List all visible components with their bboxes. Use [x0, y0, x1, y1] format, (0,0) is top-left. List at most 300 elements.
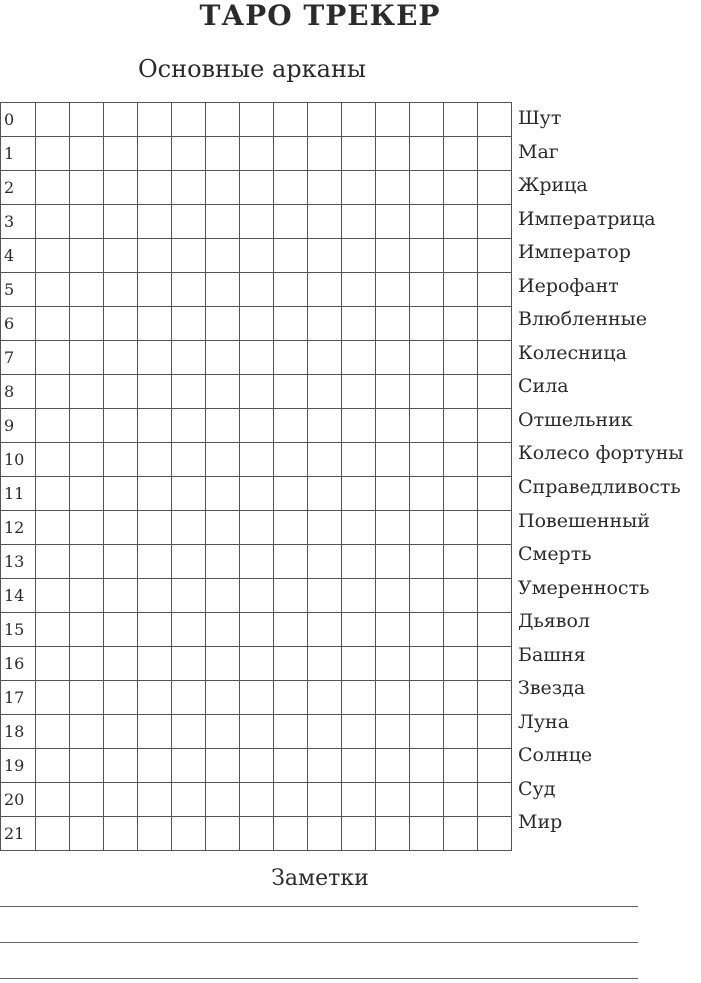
tracker-cell[interactable]: [104, 103, 138, 137]
tracker-cell[interactable]: [70, 409, 104, 443]
tracker-cell[interactable]: [342, 647, 376, 681]
tracker-cell[interactable]: [70, 715, 104, 749]
tracker-cell[interactable]: [478, 477, 512, 511]
tracker-cell[interactable]: [342, 545, 376, 579]
tracker-cell[interactable]: [342, 749, 376, 783]
tracker-cell[interactable]: [274, 817, 308, 851]
tracker-cell[interactable]: [478, 749, 512, 783]
tracker-cell[interactable]: [138, 681, 172, 715]
tracker-cell[interactable]: [206, 647, 240, 681]
tracker-cell[interactable]: [342, 103, 376, 137]
tracker-cell[interactable]: [376, 749, 410, 783]
tracker-cell[interactable]: [410, 273, 444, 307]
tracker-cell[interactable]: [104, 171, 138, 205]
tracker-cell[interactable]: [308, 613, 342, 647]
tracker-cell[interactable]: [36, 137, 70, 171]
tracker-cell[interactable]: [308, 579, 342, 613]
tracker-cell[interactable]: [410, 783, 444, 817]
tracker-cell[interactable]: [70, 545, 104, 579]
tracker-cell[interactable]: [138, 749, 172, 783]
tracker-cell[interactable]: [172, 409, 206, 443]
tracker-cell[interactable]: [104, 273, 138, 307]
tracker-cell[interactable]: [478, 239, 512, 273]
tracker-cell[interactable]: [206, 511, 240, 545]
tracker-cell[interactable]: [376, 409, 410, 443]
tracker-cell[interactable]: [444, 375, 478, 409]
tracker-cell[interactable]: [172, 579, 206, 613]
tracker-cell[interactable]: [206, 103, 240, 137]
tracker-cell[interactable]: [342, 817, 376, 851]
tracker-cell[interactable]: [444, 647, 478, 681]
tracker-cell[interactable]: [376, 375, 410, 409]
tracker-cell[interactable]: [36, 545, 70, 579]
tracker-cell[interactable]: [308, 443, 342, 477]
tracker-cell[interactable]: [138, 477, 172, 511]
tracker-cell[interactable]: [274, 137, 308, 171]
tracker-cell[interactable]: [240, 307, 274, 341]
tracker-cell[interactable]: [172, 205, 206, 239]
tracker-cell[interactable]: [444, 137, 478, 171]
tracker-cell[interactable]: [36, 749, 70, 783]
tracker-cell[interactable]: [104, 341, 138, 375]
tracker-cell[interactable]: [274, 375, 308, 409]
tracker-cell[interactable]: [104, 783, 138, 817]
tracker-cell[interactable]: [172, 783, 206, 817]
tracker-cell[interactable]: [410, 375, 444, 409]
tracker-cell[interactable]: [240, 783, 274, 817]
tracker-cell[interactable]: [376, 579, 410, 613]
tracker-cell[interactable]: [308, 375, 342, 409]
tracker-cell[interactable]: [240, 647, 274, 681]
tracker-cell[interactable]: [36, 511, 70, 545]
tracker-cell[interactable]: [172, 137, 206, 171]
tracker-cell[interactable]: [274, 171, 308, 205]
tracker-cell[interactable]: [36, 681, 70, 715]
tracker-cell[interactable]: [478, 647, 512, 681]
tracker-cell[interactable]: [104, 137, 138, 171]
tracker-cell[interactable]: [36, 783, 70, 817]
tracker-cell[interactable]: [172, 545, 206, 579]
tracker-cell[interactable]: [70, 307, 104, 341]
tracker-cell[interactable]: [104, 477, 138, 511]
tracker-cell[interactable]: [70, 477, 104, 511]
tracker-cell[interactable]: [172, 715, 206, 749]
tracker-cell[interactable]: [444, 613, 478, 647]
tracker-cell[interactable]: [104, 749, 138, 783]
tracker-cell[interactable]: [376, 477, 410, 511]
tracker-cell[interactable]: [410, 137, 444, 171]
tracker-cell[interactable]: [444, 307, 478, 341]
tracker-cell[interactable]: [36, 205, 70, 239]
tracker-cell[interactable]: [240, 239, 274, 273]
tracker-cell[interactable]: [172, 749, 206, 783]
tracker-cell[interactable]: [478, 307, 512, 341]
tracker-cell[interactable]: [104, 579, 138, 613]
tracker-cell[interactable]: [444, 511, 478, 545]
tracker-cell[interactable]: [478, 443, 512, 477]
tracker-cell[interactable]: [376, 545, 410, 579]
tracker-cell[interactable]: [308, 103, 342, 137]
tracker-cell[interactable]: [444, 103, 478, 137]
tracker-cell[interactable]: [410, 681, 444, 715]
tracker-cell[interactable]: [410, 443, 444, 477]
tracker-cell[interactable]: [206, 443, 240, 477]
tracker-cell[interactable]: [308, 647, 342, 681]
tracker-cell[interactable]: [376, 647, 410, 681]
tracker-cell[interactable]: [274, 443, 308, 477]
tracker-cell[interactable]: [410, 579, 444, 613]
tracker-cell[interactable]: [206, 239, 240, 273]
tracker-cell[interactable]: [138, 239, 172, 273]
tracker-cell[interactable]: [70, 103, 104, 137]
tracker-cell[interactable]: [444, 817, 478, 851]
tracker-cell[interactable]: [36, 409, 70, 443]
tracker-cell[interactable]: [104, 545, 138, 579]
tracker-cell[interactable]: [240, 545, 274, 579]
tracker-cell[interactable]: [70, 817, 104, 851]
tracker-cell[interactable]: [172, 681, 206, 715]
tracker-cell[interactable]: [410, 715, 444, 749]
tracker-cell[interactable]: [444, 171, 478, 205]
tracker-cell[interactable]: [138, 511, 172, 545]
tracker-cell[interactable]: [36, 477, 70, 511]
tracker-cell[interactable]: [274, 307, 308, 341]
tracker-cell[interactable]: [104, 307, 138, 341]
tracker-cell[interactable]: [274, 579, 308, 613]
tracker-cell[interactable]: [342, 715, 376, 749]
tracker-cell[interactable]: [478, 613, 512, 647]
tracker-cell[interactable]: [478, 715, 512, 749]
tracker-cell[interactable]: [206, 137, 240, 171]
tracker-cell[interactable]: [138, 817, 172, 851]
tracker-cell[interactable]: [36, 817, 70, 851]
tracker-cell[interactable]: [172, 647, 206, 681]
tracker-cell[interactable]: [274, 647, 308, 681]
tracker-cell[interactable]: [138, 545, 172, 579]
tracker-cell[interactable]: [172, 613, 206, 647]
tracker-cell[interactable]: [240, 375, 274, 409]
tracker-cell[interactable]: [444, 239, 478, 273]
tracker-cell[interactable]: [240, 681, 274, 715]
tracker-cell[interactable]: [240, 205, 274, 239]
tracker-cell[interactable]: [172, 817, 206, 851]
tracker-cell[interactable]: [342, 239, 376, 273]
tracker-cell[interactable]: [308, 205, 342, 239]
tracker-cell[interactable]: [376, 341, 410, 375]
tracker-cell[interactable]: [104, 443, 138, 477]
tracker-cell[interactable]: [104, 715, 138, 749]
tracker-cell[interactable]: [342, 375, 376, 409]
tracker-cell[interactable]: [274, 341, 308, 375]
tracker-cell[interactable]: [274, 613, 308, 647]
tracker-cell[interactable]: [308, 409, 342, 443]
tracker-cell[interactable]: [274, 477, 308, 511]
tracker-cell[interactable]: [206, 817, 240, 851]
tracker-cell[interactable]: [240, 579, 274, 613]
tracker-cell[interactable]: [376, 715, 410, 749]
tracker-cell[interactable]: [172, 239, 206, 273]
note-line[interactable]: [0, 978, 638, 979]
tracker-cell[interactable]: [172, 511, 206, 545]
tracker-cell[interactable]: [342, 579, 376, 613]
tracker-cell[interactable]: [308, 273, 342, 307]
tracker-cell[interactable]: [478, 681, 512, 715]
tracker-cell[interactable]: [274, 545, 308, 579]
tracker-cell[interactable]: [376, 103, 410, 137]
tracker-cell[interactable]: [206, 341, 240, 375]
tracker-cell[interactable]: [376, 511, 410, 545]
tracker-cell[interactable]: [274, 749, 308, 783]
tracker-cell[interactable]: [342, 137, 376, 171]
tracker-cell[interactable]: [138, 579, 172, 613]
tracker-cell[interactable]: [410, 205, 444, 239]
tracker-cell[interactable]: [70, 171, 104, 205]
tracker-cell[interactable]: [70, 681, 104, 715]
tracker-cell[interactable]: [206, 409, 240, 443]
tracker-cell[interactable]: [206, 375, 240, 409]
tracker-cell[interactable]: [444, 715, 478, 749]
tracker-cell[interactable]: [36, 375, 70, 409]
tracker-cell[interactable]: [342, 307, 376, 341]
tracker-cell[interactable]: [308, 749, 342, 783]
tracker-cell[interactable]: [206, 273, 240, 307]
tracker-cell[interactable]: [172, 307, 206, 341]
tracker-cell[interactable]: [444, 749, 478, 783]
tracker-cell[interactable]: [478, 817, 512, 851]
tracker-cell[interactable]: [36, 239, 70, 273]
tracker-cell[interactable]: [376, 171, 410, 205]
tracker-cell[interactable]: [172, 171, 206, 205]
tracker-cell[interactable]: [206, 171, 240, 205]
tracker-cell[interactable]: [138, 273, 172, 307]
tracker-cell[interactable]: [308, 171, 342, 205]
tracker-cell[interactable]: [410, 341, 444, 375]
tracker-cell[interactable]: [478, 137, 512, 171]
tracker-cell[interactable]: [376, 443, 410, 477]
tracker-cell[interactable]: [104, 205, 138, 239]
tracker-cell[interactable]: [308, 341, 342, 375]
tracker-cell[interactable]: [376, 783, 410, 817]
tracker-cell[interactable]: [104, 511, 138, 545]
tracker-cell[interactable]: [410, 239, 444, 273]
tracker-cell[interactable]: [70, 749, 104, 783]
tracker-cell[interactable]: [172, 477, 206, 511]
tracker-cell[interactable]: [478, 103, 512, 137]
tracker-cell[interactable]: [308, 307, 342, 341]
tracker-cell[interactable]: [444, 409, 478, 443]
tracker-cell[interactable]: [70, 613, 104, 647]
tracker-cell[interactable]: [410, 103, 444, 137]
tracker-cell[interactable]: [104, 613, 138, 647]
tracker-cell[interactable]: [138, 341, 172, 375]
tracker-cell[interactable]: [444, 783, 478, 817]
tracker-cell[interactable]: [36, 273, 70, 307]
tracker-cell[interactable]: [274, 681, 308, 715]
tracker-cell[interactable]: [444, 273, 478, 307]
tracker-cell[interactable]: [478, 545, 512, 579]
tracker-cell[interactable]: [240, 715, 274, 749]
tracker-cell[interactable]: [308, 511, 342, 545]
tracker-cell[interactable]: [70, 647, 104, 681]
tracker-cell[interactable]: [172, 375, 206, 409]
note-line[interactable]: [0, 906, 638, 907]
tracker-cell[interactable]: [36, 647, 70, 681]
tracker-cell[interactable]: [36, 171, 70, 205]
tracker-cell[interactable]: [274, 511, 308, 545]
tracker-cell[interactable]: [478, 375, 512, 409]
tracker-cell[interactable]: [138, 171, 172, 205]
tracker-cell[interactable]: [240, 103, 274, 137]
tracker-cell[interactable]: [104, 681, 138, 715]
tracker-cell[interactable]: [36, 341, 70, 375]
tracker-cell[interactable]: [240, 817, 274, 851]
tracker-cell[interactable]: [206, 681, 240, 715]
tracker-cell[interactable]: [410, 613, 444, 647]
tracker-cell[interactable]: [342, 205, 376, 239]
tracker-cell[interactable]: [240, 273, 274, 307]
tracker-cell[interactable]: [36, 579, 70, 613]
tracker-cell[interactable]: [70, 273, 104, 307]
tracker-cell[interactable]: [274, 409, 308, 443]
tracker-cell[interactable]: [138, 103, 172, 137]
tracker-cell[interactable]: [342, 613, 376, 647]
tracker-cell[interactable]: [342, 273, 376, 307]
tracker-cell[interactable]: [308, 137, 342, 171]
tracker-cell[interactable]: [376, 137, 410, 171]
tracker-cell[interactable]: [478, 171, 512, 205]
tracker-cell[interactable]: [308, 817, 342, 851]
tracker-cell[interactable]: [444, 681, 478, 715]
tracker-cell[interactable]: [274, 715, 308, 749]
tracker-cell[interactable]: [342, 443, 376, 477]
tracker-cell[interactable]: [138, 647, 172, 681]
tracker-cell[interactable]: [138, 783, 172, 817]
tracker-cell[interactable]: [410, 307, 444, 341]
tracker-cell[interactable]: [36, 715, 70, 749]
tracker-cell[interactable]: [206, 579, 240, 613]
tracker-cell[interactable]: [206, 613, 240, 647]
tracker-cell[interactable]: [206, 545, 240, 579]
tracker-cell[interactable]: [478, 273, 512, 307]
tracker-cell[interactable]: [240, 171, 274, 205]
tracker-cell[interactable]: [410, 817, 444, 851]
tracker-cell[interactable]: [376, 817, 410, 851]
note-line[interactable]: [0, 942, 638, 943]
tracker-cell[interactable]: [274, 205, 308, 239]
tracker-cell[interactable]: [240, 511, 274, 545]
tracker-cell[interactable]: [70, 511, 104, 545]
tracker-cell[interactable]: [206, 477, 240, 511]
tracker-cell[interactable]: [70, 137, 104, 171]
tracker-cell[interactable]: [206, 307, 240, 341]
tracker-cell[interactable]: [138, 375, 172, 409]
tracker-cell[interactable]: [342, 409, 376, 443]
tracker-cell[interactable]: [70, 205, 104, 239]
tracker-cell[interactable]: [342, 171, 376, 205]
tracker-cell[interactable]: [172, 443, 206, 477]
tracker-cell[interactable]: [138, 443, 172, 477]
tracker-cell[interactable]: [274, 239, 308, 273]
tracker-cell[interactable]: [138, 613, 172, 647]
tracker-cell[interactable]: [70, 579, 104, 613]
tracker-cell[interactable]: [274, 783, 308, 817]
tracker-cell[interactable]: [240, 443, 274, 477]
tracker-cell[interactable]: [240, 749, 274, 783]
tracker-cell[interactable]: [308, 681, 342, 715]
tracker-cell[interactable]: [444, 205, 478, 239]
tracker-cell[interactable]: [206, 749, 240, 783]
tracker-cell[interactable]: [240, 409, 274, 443]
tracker-cell[interactable]: [478, 783, 512, 817]
tracker-cell[interactable]: [172, 103, 206, 137]
tracker-cell[interactable]: [342, 341, 376, 375]
tracker-cell[interactable]: [104, 647, 138, 681]
tracker-cell[interactable]: [70, 783, 104, 817]
tracker-cell[interactable]: [478, 409, 512, 443]
tracker-cell[interactable]: [376, 613, 410, 647]
tracker-cell[interactable]: [410, 511, 444, 545]
tracker-cell[interactable]: [410, 647, 444, 681]
tracker-cell[interactable]: [206, 205, 240, 239]
tracker-cell[interactable]: [240, 477, 274, 511]
tracker-cell[interactable]: [444, 477, 478, 511]
tracker-cell[interactable]: [274, 103, 308, 137]
tracker-cell[interactable]: [308, 545, 342, 579]
tracker-cell[interactable]: [342, 783, 376, 817]
tracker-cell[interactable]: [206, 715, 240, 749]
tracker-cell[interactable]: [104, 409, 138, 443]
tracker-cell[interactable]: [36, 613, 70, 647]
tracker-cell[interactable]: [444, 579, 478, 613]
tracker-cell[interactable]: [410, 477, 444, 511]
tracker-cell[interactable]: [342, 681, 376, 715]
tracker-cell[interactable]: [70, 341, 104, 375]
tracker-cell[interactable]: [376, 205, 410, 239]
tracker-cell[interactable]: [240, 137, 274, 171]
tracker-cell[interactable]: [308, 239, 342, 273]
tracker-cell[interactable]: [240, 613, 274, 647]
tracker-cell[interactable]: [410, 545, 444, 579]
tracker-cell[interactable]: [376, 273, 410, 307]
tracker-cell[interactable]: [70, 375, 104, 409]
tracker-cell[interactable]: [206, 783, 240, 817]
tracker-cell[interactable]: [376, 239, 410, 273]
tracker-cell[interactable]: [410, 409, 444, 443]
tracker-cell[interactable]: [70, 239, 104, 273]
tracker-cell[interactable]: [70, 443, 104, 477]
tracker-cell[interactable]: [138, 409, 172, 443]
tracker-cell[interactable]: [376, 681, 410, 715]
tracker-cell[interactable]: [274, 273, 308, 307]
tracker-cell[interactable]: [138, 307, 172, 341]
tracker-cell[interactable]: [410, 171, 444, 205]
tracker-cell[interactable]: [444, 341, 478, 375]
tracker-cell[interactable]: [478, 205, 512, 239]
tracker-cell[interactable]: [444, 443, 478, 477]
tracker-cell[interactable]: [240, 341, 274, 375]
tracker-cell[interactable]: [104, 239, 138, 273]
tracker-cell[interactable]: [308, 783, 342, 817]
tracker-cell[interactable]: [36, 443, 70, 477]
tracker-cell[interactable]: [308, 477, 342, 511]
tracker-cell[interactable]: [342, 477, 376, 511]
tracker-cell[interactable]: [172, 341, 206, 375]
tracker-cell[interactable]: [478, 511, 512, 545]
tracker-cell[interactable]: [36, 307, 70, 341]
tracker-cell[interactable]: [36, 103, 70, 137]
tracker-cell[interactable]: [478, 341, 512, 375]
tracker-cell[interactable]: [138, 715, 172, 749]
